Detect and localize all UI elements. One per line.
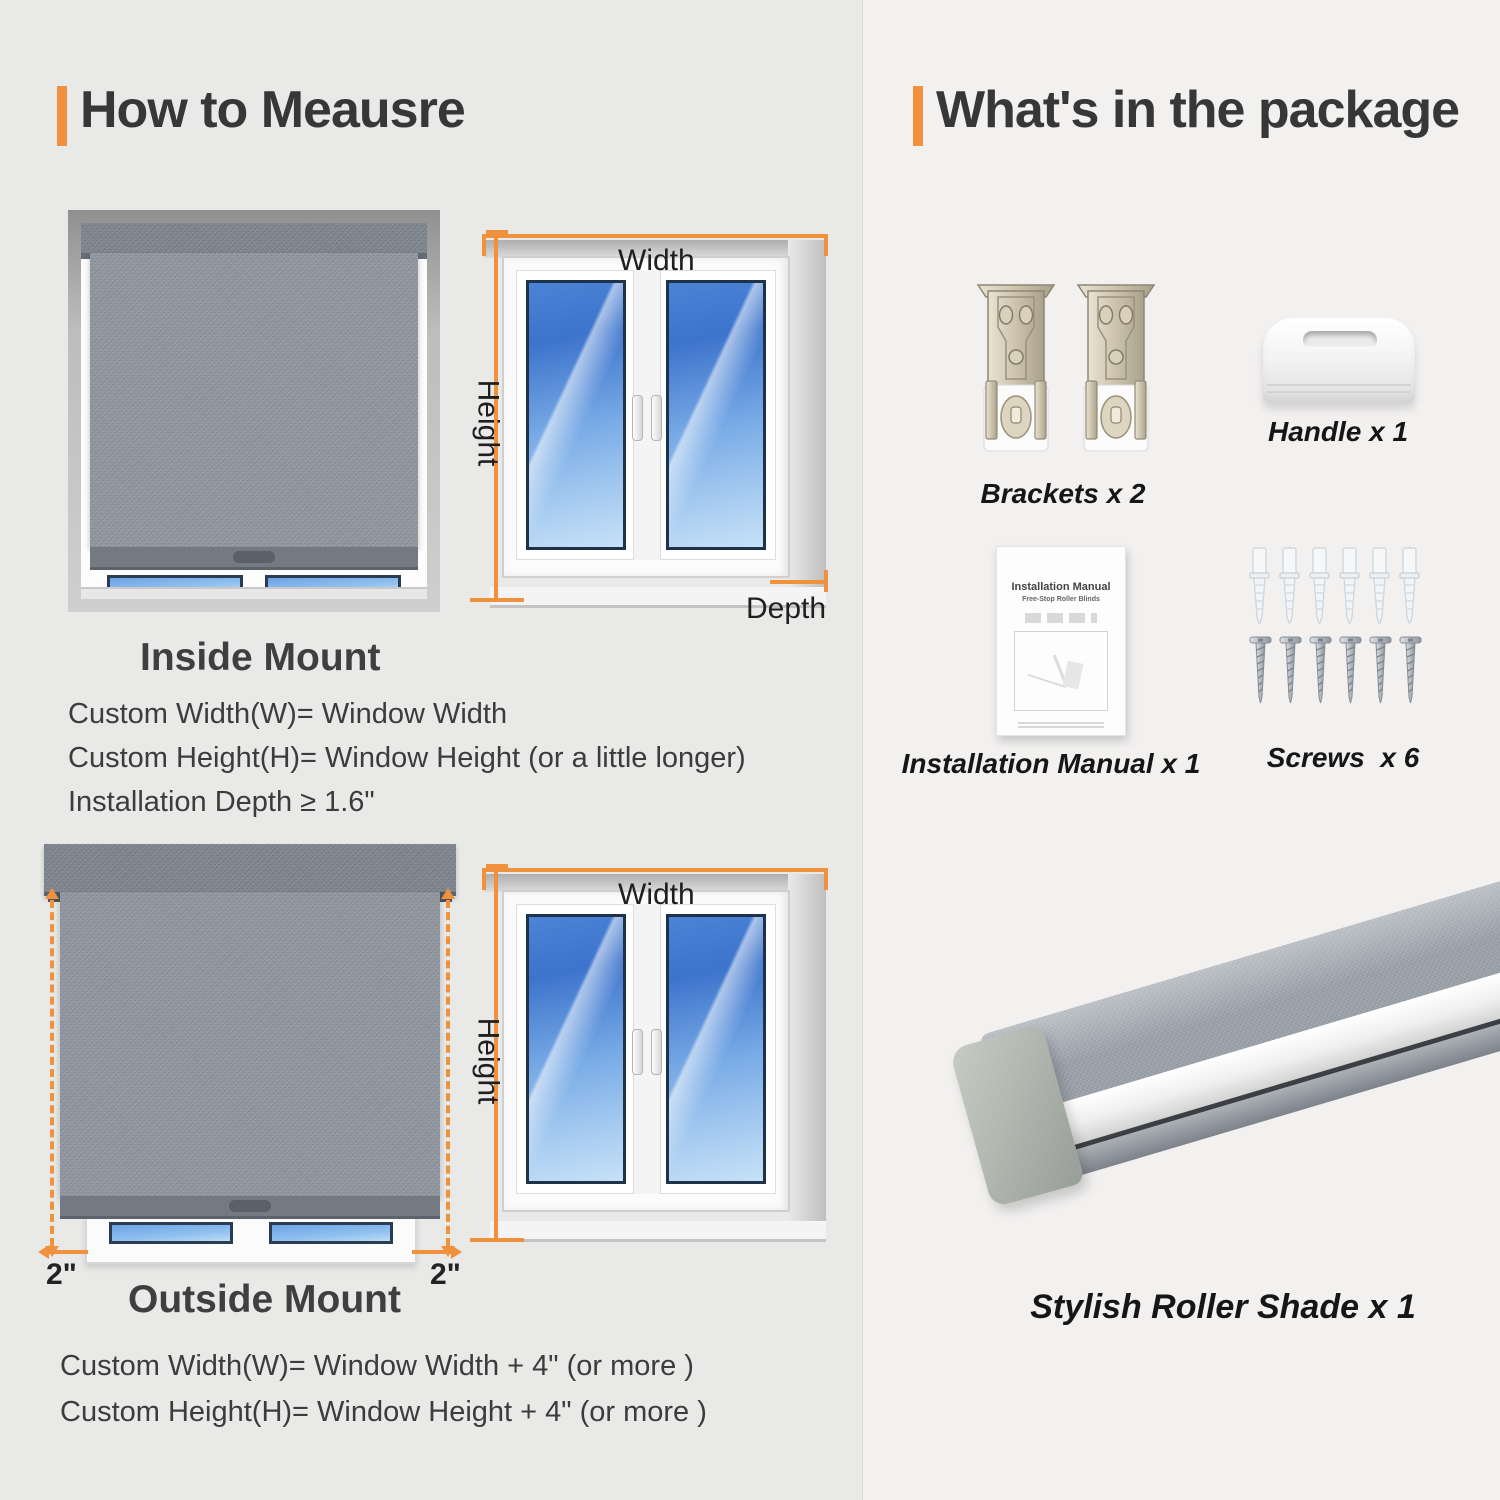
width-label: Width xyxy=(618,878,695,911)
offset-left-label: 2" xyxy=(46,1258,77,1291)
shade-cassette xyxy=(44,844,456,896)
window-frame xyxy=(502,890,790,1212)
inside-rule-width: Custom Width(W)= Window Width xyxy=(68,698,508,730)
offset-right-label: 2" xyxy=(430,1258,461,1291)
window-sill xyxy=(81,587,427,599)
handle-image xyxy=(1263,318,1415,402)
right-panel-title: What's in the package xyxy=(936,81,1460,139)
inside-rule-height: Custom Height(H)= Window Height (or a little longer) xyxy=(68,742,746,774)
shade-fabric xyxy=(60,892,440,1196)
inside-mount-heading: Inside Mount xyxy=(140,636,381,679)
screws-image xyxy=(1246,545,1438,717)
manual-title: Installation Manual xyxy=(1011,581,1111,593)
shade-bottom-rail xyxy=(90,547,418,570)
accent-bar-right xyxy=(913,86,923,146)
brackets-image xyxy=(976,283,1166,468)
outside-rule-width: Custom Width(W)= Window Width + 4" (or more ) xyxy=(60,1350,694,1382)
roller-shade-image xyxy=(952,845,1500,1207)
package-contents-panel xyxy=(862,0,1500,1500)
height-label: Height xyxy=(471,379,505,467)
brackets-label: Brackets x 2 xyxy=(980,478,1146,509)
width-arrow xyxy=(482,234,828,238)
depth-label: Depth xyxy=(746,592,827,625)
height-label: Height xyxy=(471,1017,505,1105)
left-panel-title: How to Meausre xyxy=(80,81,465,139)
outside-mount-window-diagram xyxy=(38,838,462,1291)
handle-slot xyxy=(1303,331,1377,349)
measure-window-inside xyxy=(471,218,834,625)
manual-image xyxy=(996,546,1126,736)
window-handle xyxy=(632,395,643,441)
window-handle xyxy=(651,1029,662,1075)
shade-pull-handle xyxy=(229,1200,271,1212)
outside-rule-height: Custom Height(H)= Window Height + 4" (or more ) xyxy=(60,1396,707,1428)
manual-sketch xyxy=(1014,631,1108,711)
shade-bottom-rail xyxy=(60,1196,440,1219)
window-handle xyxy=(651,395,662,441)
screws-label: Screws x 6 xyxy=(1266,742,1420,773)
accent-bar-left xyxy=(57,86,67,146)
handle-label: Handle x 1 xyxy=(1267,416,1409,447)
width-arrow xyxy=(482,868,828,872)
glass-pane xyxy=(666,914,766,1184)
glass-pane xyxy=(526,914,626,1184)
inside-rule-depth: Installation Depth ≥ 1.6" xyxy=(68,786,375,818)
window-frame-behind xyxy=(85,1214,417,1264)
outside-mount-heading: Outside Mount xyxy=(128,1278,401,1321)
shade-pull-handle xyxy=(233,551,275,563)
offset-line-left xyxy=(50,900,54,1246)
width-label: Width xyxy=(618,244,695,277)
window-handle xyxy=(632,1029,643,1075)
manual-subtitle: Free-Stop Roller Blinds xyxy=(1022,596,1100,603)
offset-line-right xyxy=(446,900,450,1246)
glass-pane xyxy=(666,280,766,550)
depth-arrow xyxy=(770,580,826,584)
glass-pane xyxy=(526,280,626,550)
measure-window-outside xyxy=(471,852,834,1250)
shade-fabric xyxy=(90,253,418,547)
shade-label: Stylish Roller Shade x 1 xyxy=(1030,1288,1416,1326)
manual-label: Installation Manual x 1 xyxy=(901,748,1201,779)
inside-mount-window-diagram xyxy=(68,210,440,612)
window-frame xyxy=(502,256,790,578)
